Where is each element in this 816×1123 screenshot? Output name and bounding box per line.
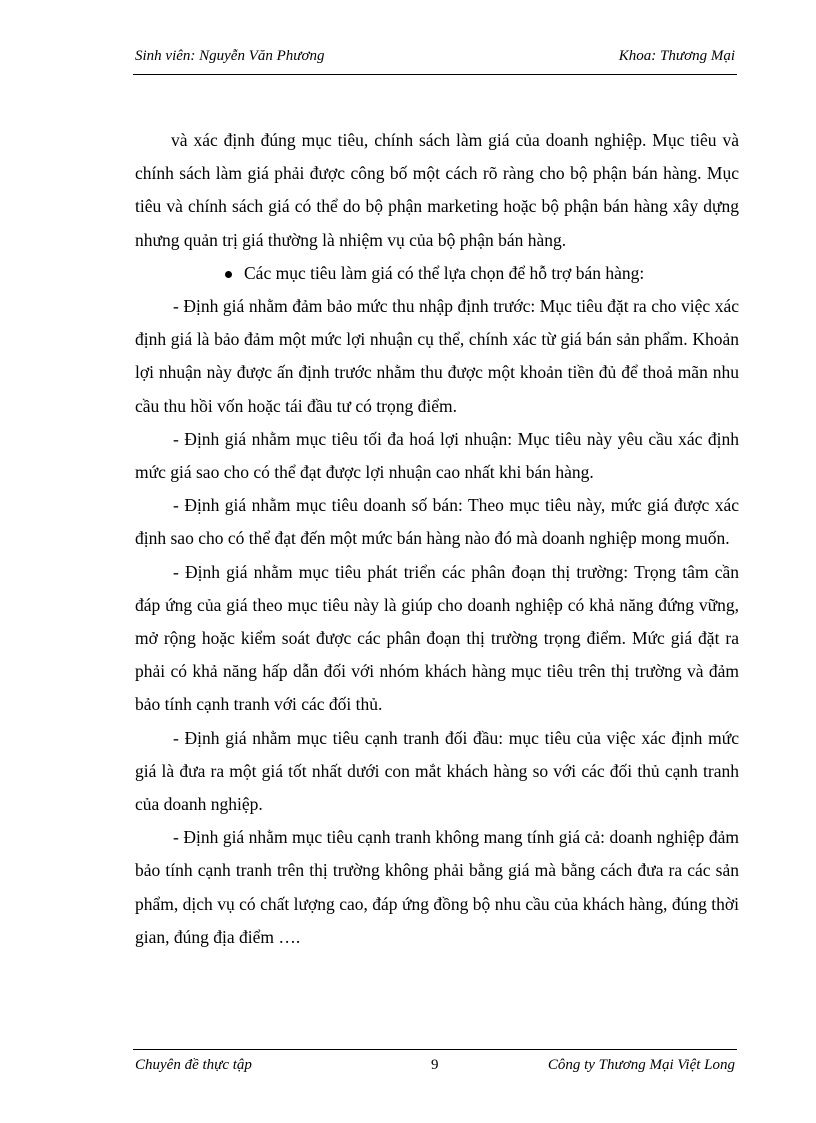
objective-paragraph-3: - Định giá nhằm mục tiêu doanh số bán: Theo mục tiêu này, mức giá được xác định sao cho có thể đạt đến một mức bán hàng nào đó mà doanh nghiệp mong muốn. xyxy=(135,495,739,549)
objective-paragraph-4: - Định giá nhằm mục tiêu phát triển các phân đoạn thị trường: Trọng tâm cần đáp ứng của giá theo mục tiêu này là giúp cho doanh nghiệp có khả năng đứng vững, mở rộng hoặc kiểm soát được các phân đoạn thị trường trọng điểm. Mức giá đặt ra phải có khả năng hấp dẫn đối với nhóm khách hàng mục tiêu trên thị trường và đảm bảo tính cạnh tranh với các đối thủ. xyxy=(135,561,739,715)
footer-company: Công ty Thương Mại Việt Long xyxy=(547,1057,735,1073)
objective-paragraph-2: - Định giá nhằm mục tiêu tối đa hoá lợi nhuận: Mục tiêu này yêu cầu xác định mức giá sao cho có thể đạt được lợi nhuận cao nhất khi bán hàng. xyxy=(135,428,739,483)
footer-divider xyxy=(133,1049,737,1050)
footer-document-type: Chuyên đề thực tập xyxy=(135,1057,252,1073)
objective-paragraph-6: - Định giá nhằm mục tiêu cạnh tranh không mang tính giá cả: doanh nghiệp đảm bảo tính cạnh tranh trên thị trường không phải bằng giá mà bằng cách đưa ra các sản phẩm, dịch vụ có chất lượng cao, đáp ứng đồng bộ nhu cầu của khách hàng, đúng thời gian, đúng địa điểm …. xyxy=(135,827,739,947)
bullet-text: Các mục tiêu làm giá có thể lựa chọn để hỗ trợ bán hàng: xyxy=(244,262,645,283)
bullet-icon xyxy=(225,271,232,278)
page-number: 9 xyxy=(431,1057,439,1073)
page-footer xyxy=(135,1057,735,1081)
header-faculty: Khoa: Thương Mại xyxy=(618,48,735,64)
page-header xyxy=(135,48,735,72)
objective-paragraph-5: - Định giá nhằm mục tiêu cạnh tranh đối đầu: mục tiêu của việc xác định mức giá là đưa ra một giá tốt nhất dưới con mắt khách hàng so với các đối thủ cạnh tranh của doanh nghiệp. xyxy=(135,727,739,815)
header-divider xyxy=(133,74,737,75)
document-body xyxy=(135,124,739,954)
header-student-name: Sinh viên: Nguyễn Văn Phương xyxy=(135,48,325,64)
bullet-item xyxy=(135,257,739,290)
intro-paragraph: và xác định đúng mục tiêu, chính sách làm giá của doanh nghiệp. Mục tiêu và chính sách làm giá phải được công bố một cách rõ ràng cho bộ phận bán hàng. Mục tiêu và chính sách giá có thể do bộ phận marketing hoặc bộ phận bán hàng xây dựng nhưng quản trị giá thường là nhiệm vụ của bộ phận bán hàng. xyxy=(135,130,739,250)
objective-paragraph-1: - Định giá nhằm đảm bảo mức thu nhập định trước: Mục tiêu đặt ra cho việc xác định giá là bảo đảm một mức lợi nhuận cụ thể, chính xác từ giá bán sản phẩm. Khoản lợi nhuận này được ấn định trước nhằm thu được một khoản tiền đủ để thoả mãn nhu cầu thu hồi vốn hoặc tái đầu tư có trọng điểm. xyxy=(135,296,739,416)
